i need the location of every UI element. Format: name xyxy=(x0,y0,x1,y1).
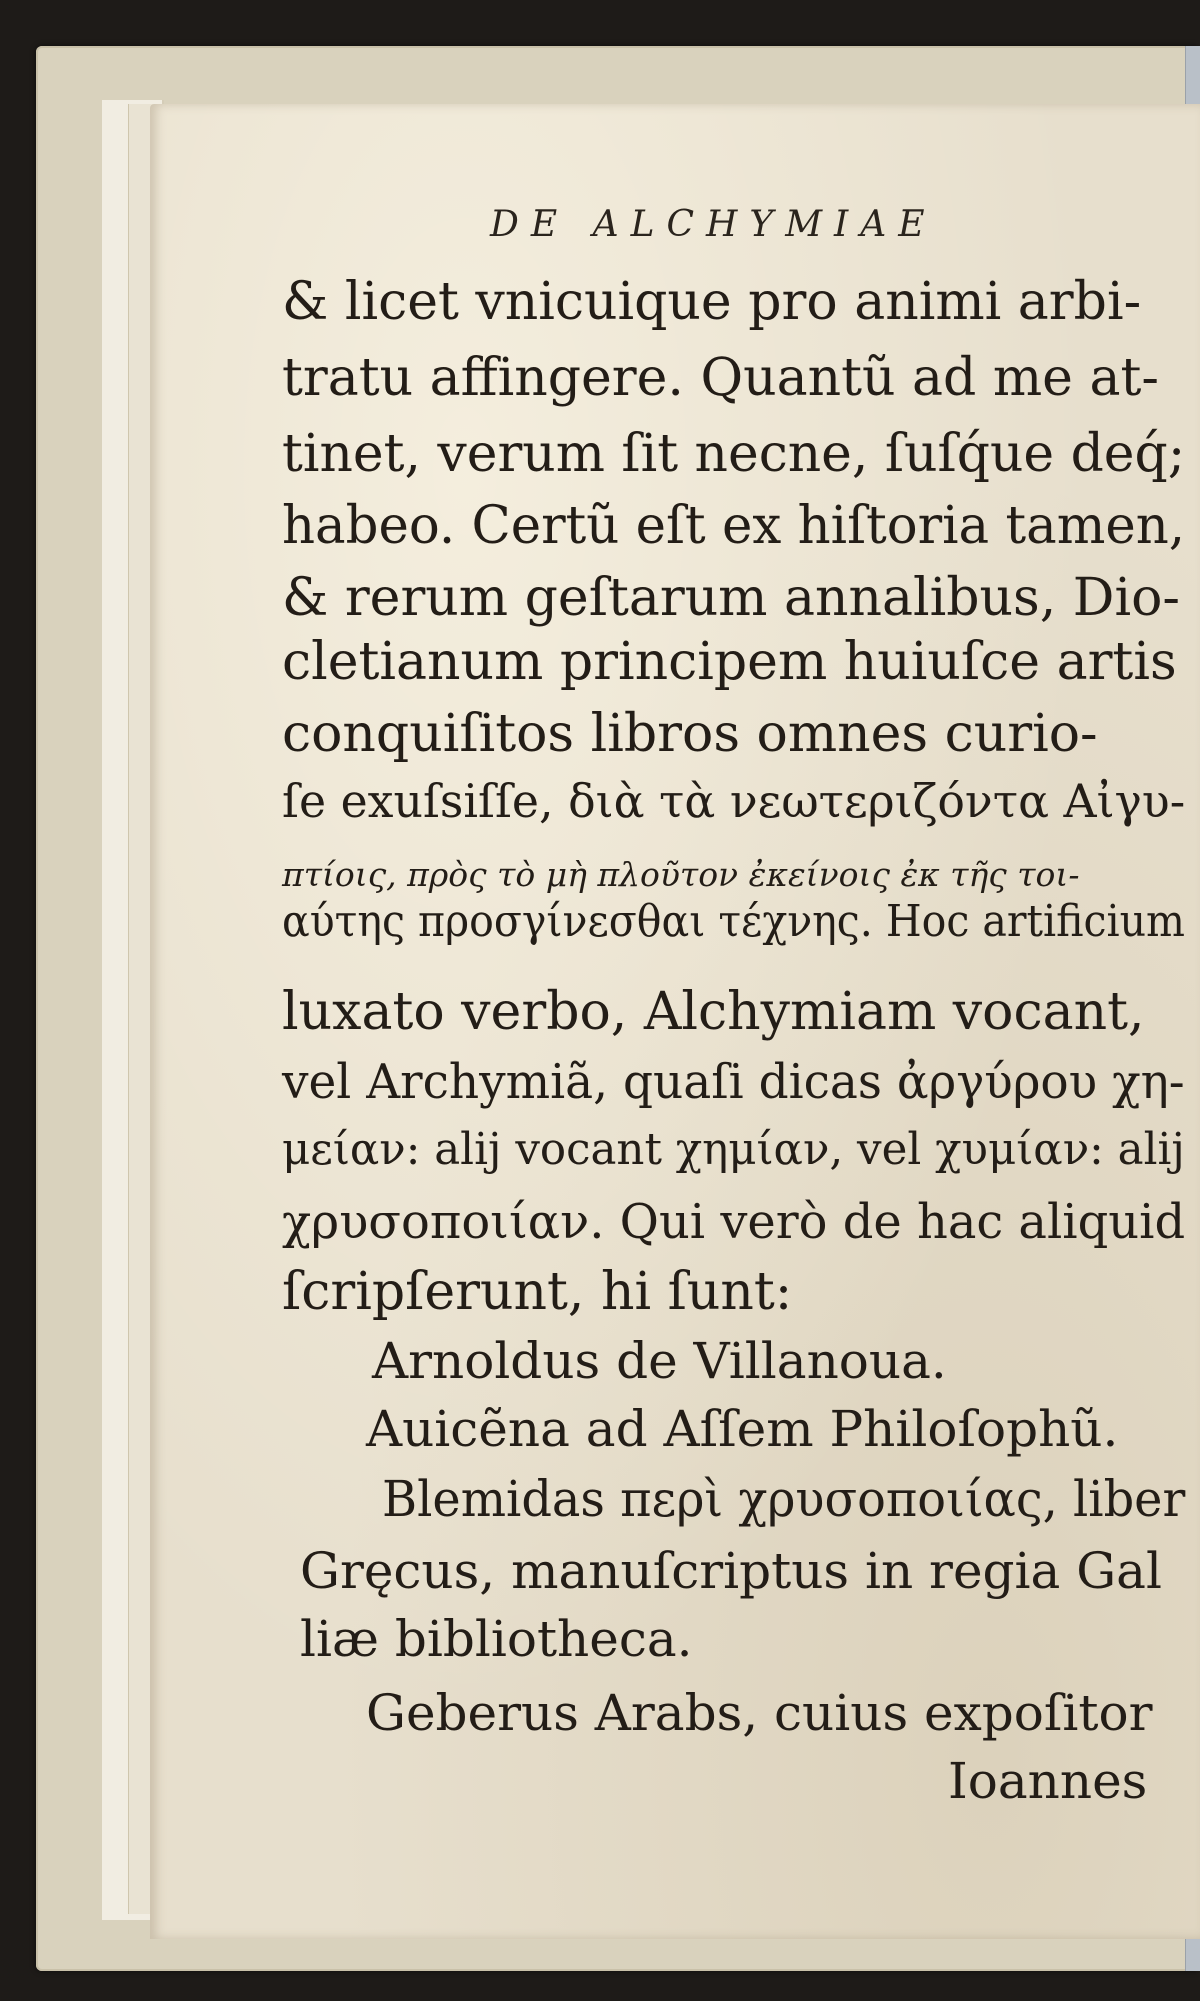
text-line-greek: πτίοις, πρὸς τὸ μὴ πλοῦτον ἐκείνοις ἐκ τῆς τοι- xyxy=(282,855,1080,894)
author-entry: Arnoldus de Villanoua. xyxy=(372,1332,947,1390)
author-entry: Geberus Arabs, cuius expoſitor xyxy=(366,1684,1153,1742)
text-line: conquiſitos libros omnes curio- xyxy=(282,704,1098,764)
running-header: DE ALCHYMIAE xyxy=(490,204,937,245)
author-entry: Blemidas περὶ χρυσοποιίας, liber xyxy=(382,1470,1186,1528)
text-line: vel Archymiã, quaſi dicas ἀργύρου χη- xyxy=(282,1054,1185,1110)
text-line: & licet vnicuique pro animi arbi- xyxy=(282,272,1142,332)
text-line-greek-mixed: αύτης προσγίνεσθαι τέχνης. Hoc artificium xyxy=(282,896,1185,947)
text-line-greek-mixed: μείαν: alij vocant χημίαν, vel χυμίαν: alij xyxy=(282,1124,1185,1175)
text-line: tratu affingere. Quantũ ad me at- xyxy=(282,348,1159,408)
text-line: χρυσοποιίαν. Qui verò de hac aliquid xyxy=(282,1194,1186,1250)
text-line-greek-mixed: ſe exuſsiſſe, διὰ τὰ νεωτεριζόντα Αἰγυ- xyxy=(282,774,1186,828)
catchword: Ioannes xyxy=(948,1752,1148,1810)
text-line: tinet, verum ſit necne, ſuſq́ue deq́; xyxy=(282,424,1186,484)
text-line: ſcripſerunt, hi ſunt: xyxy=(282,1262,793,1322)
text-line: & rerum geſtarum annalibus, Dio- xyxy=(282,568,1180,628)
author-entry-continuation: Gręcus, manuſcriptus in regia Gal xyxy=(300,1542,1162,1600)
author-entry: Auicẽna ad Aſſem Philoſophũ. xyxy=(366,1400,1119,1458)
author-entry-continuation: liæ bibliotheca. xyxy=(300,1610,693,1668)
text-line: cletianum principem huiuſce artis xyxy=(282,632,1177,692)
text-line: habeo. Certũ eſt ex hiſtoria tamen, xyxy=(282,496,1186,556)
text-line: luxato verbo, Alchymiam vocant, xyxy=(282,982,1145,1042)
